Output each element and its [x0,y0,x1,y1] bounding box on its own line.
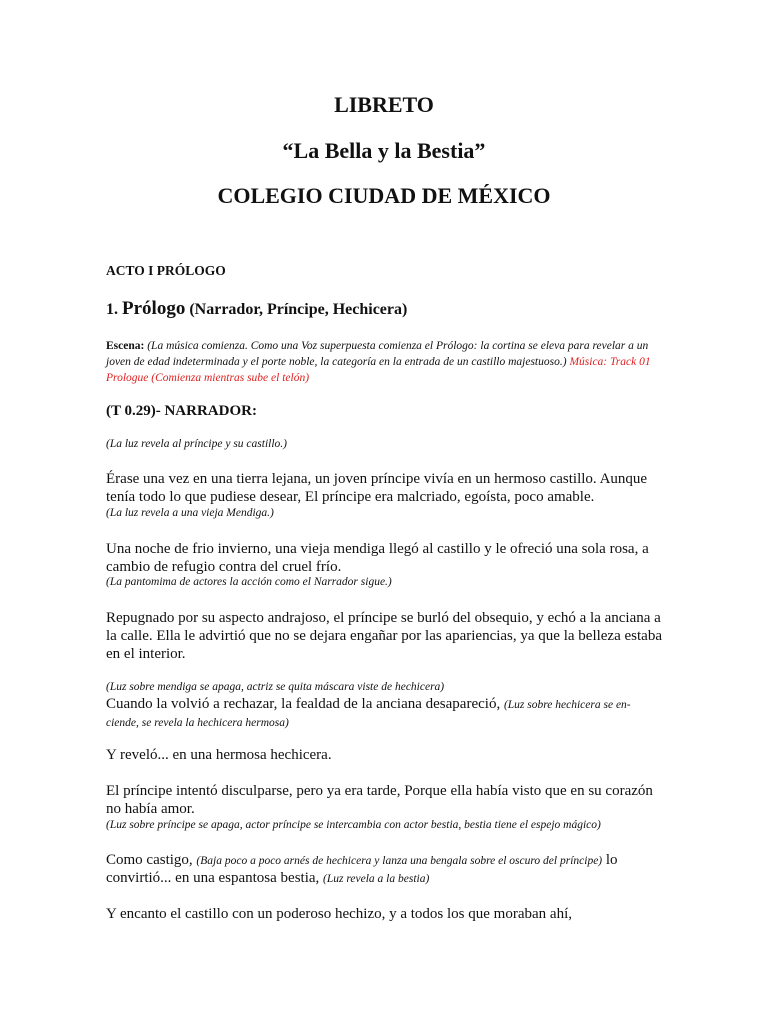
narration-paragraph: El príncipe intentó disculparse, pero ya era tarde, Porque ella había visto que en su corazón no había amor. [106,783,653,817]
section-number: 1. [106,301,118,318]
stage-direction-inline: (Luz sobre hechicera se en-ciende, se revela la hechicera hermosa) [106,699,631,729]
narration-paragraph [106,695,662,731]
section-heading [106,298,662,320]
music-note: Música: Track 01 Prologue (Comienza mientras sube el telón) [106,356,651,384]
narration-paragraph [106,851,662,887]
stage-direction-inline: (Baja poco a poco arnés de hechicera y lanza una bengala sobre el oscuro del príncipe) [196,855,603,867]
narration-paragraph: Una noche de frio invierno, una vieja mendiga llegó al castillo y le ofreció una sola rosa, a cambio de refugio contra del cruel frío. [106,541,649,575]
narration-text: lo convirtió... en una espantosa bestia, [106,852,618,886]
narration-text: Cuando la volvió a rechazar, la fealdad de la anciana desapareció, [106,696,501,712]
narration-paragraph: Repugnado por su aspecto andrajoso, el príncipe se burló del obsequio, y echó a la anciana a la calle. Ella le advirtió que no se dejara engañar por las apariencias, ya que la belleza estaba en el interior. [106,610,662,662]
stage-direction: (La luz revela a una vieja Mendiga.) [106,507,274,519]
narration-text: Como castigo, [106,852,193,868]
scene-label: Escena: [106,340,145,352]
act-heading: ACTO I PRÓLOGO [106,263,226,278]
narration-paragraph: Érase una vez en una tierra lejana, un joven príncipe vivía en un hermoso castillo. Aunque tenía todo lo que pudiese desear, El príncipe era malcriado, egoísta, poco amable. [106,471,648,505]
document-title: LIBRETO [334,92,434,117]
school-name: COLEGIO CIUDAD DE MÉXICO [217,183,551,208]
stage-direction-inline: (Luz revela a la bestia) [323,873,430,885]
narration-paragraph: Y encanto el castillo con un poderoso hechizo, y a todos los que moraban ahí, [106,906,572,922]
narration-paragraph: Y reveló... en una hermosa hechicera. [106,747,332,763]
stage-direction: (Luz sobre mendiga se apaga, actriz se quita máscara viste de hechicera) [106,681,445,693]
section-characters: (Narrador, Príncipe, Hechicera) [189,301,408,318]
play-title: “La Bella y la Bestia” [282,138,486,163]
stage-direction: (Luz sobre príncipe se apaga, actor príncipe se intercambia con actor bestia, bestia tiene el espejo mágico) [106,819,601,831]
scene-text: (La música comienza. Como una Voz superpuesta comienza el Prólogo: la cortina se eleva para revelar a un joven de edad indeterminada y el porte noble, la categoría en la entrada de un castillo majestuoso.) [106,340,649,368]
section-title: Prólogo [122,298,186,319]
scene-description [106,338,662,386]
narrator-cue: (T 0.29)- NARRADOR: [106,403,257,419]
stage-direction: (La pantomima de actores la acción como el Narrador sigue.) [106,576,392,588]
stage-direction: (La luz revela al príncipe y su castillo.) [106,438,287,450]
